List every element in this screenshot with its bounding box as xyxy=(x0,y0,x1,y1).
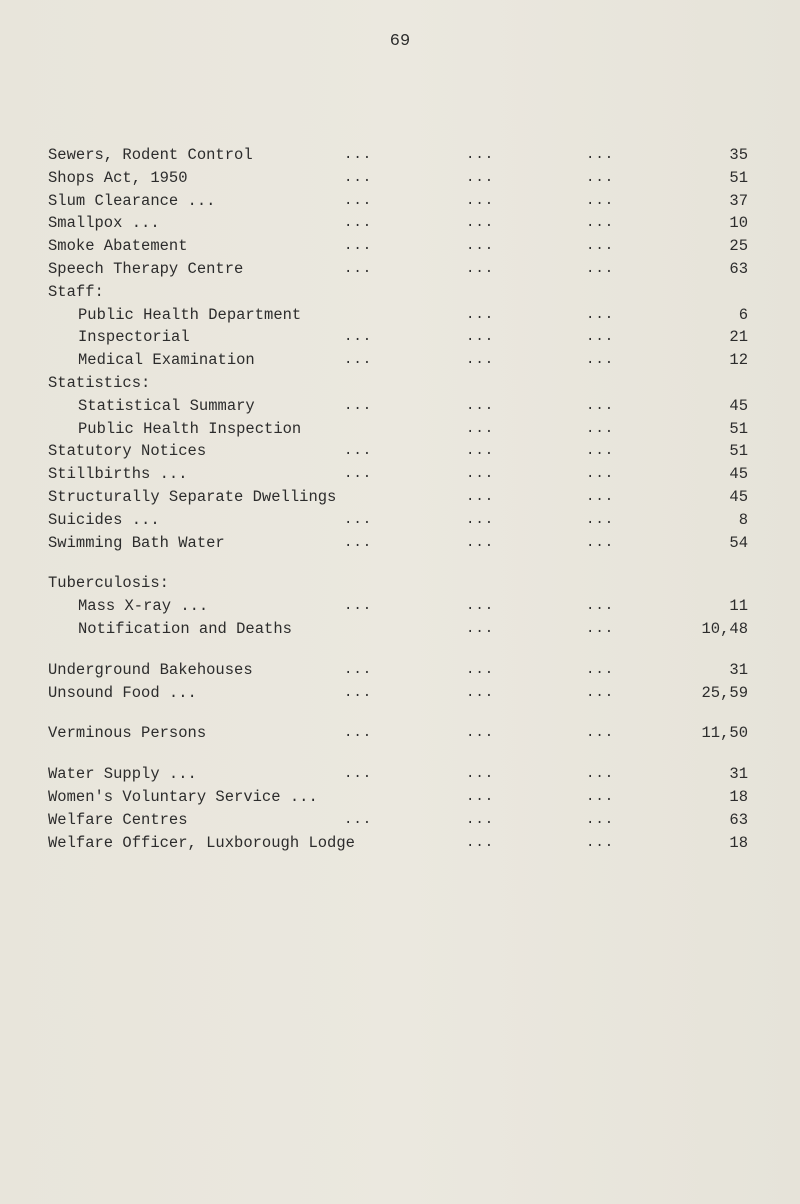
dot-leader: ... xyxy=(344,443,373,460)
dot-leader: ... xyxy=(586,192,615,209)
section-spacer xyxy=(48,641,748,659)
entry-label: Sewers, Rodent Control xyxy=(48,146,253,164)
entry-label: Water Supply ... xyxy=(48,765,197,784)
dot-leader: ... xyxy=(466,488,495,505)
entry-label: Statistical Summary xyxy=(78,396,255,415)
dot-leader: ... xyxy=(466,511,495,528)
dot-leader: ... xyxy=(344,598,373,615)
dot-leader: ... xyxy=(344,534,373,551)
dot-leader: ... xyxy=(466,238,495,255)
dot-leader: ... xyxy=(586,420,615,437)
index-entry xyxy=(48,372,748,395)
dot-leader: ... xyxy=(586,306,615,323)
entry-page-ref: 12 xyxy=(729,351,748,370)
dot-leader: ... xyxy=(586,238,615,255)
index-entry xyxy=(48,235,748,258)
index-entry xyxy=(48,167,748,190)
entry-page-ref: 10,48 xyxy=(701,619,748,638)
dot-leader: ... xyxy=(586,661,615,678)
dot-leader: ... xyxy=(344,511,373,528)
dot-leader: ... xyxy=(344,192,373,209)
dot-leader: ... xyxy=(344,147,373,163)
entry-page-ref: 45 xyxy=(729,487,748,506)
section-spacer xyxy=(48,704,748,722)
dot-leader: ... xyxy=(586,766,615,783)
section-spacer xyxy=(48,554,748,572)
index-entry xyxy=(48,486,748,509)
dot-leader: ... xyxy=(586,788,615,805)
entry-page-ref: 6 xyxy=(738,305,748,324)
dot-leader: ... xyxy=(466,260,495,277)
dot-leader: ... xyxy=(344,397,373,414)
dot-leader: ... xyxy=(344,329,373,346)
index-entry xyxy=(48,832,748,855)
entry-page-ref: 18 xyxy=(729,833,748,852)
entry-page-ref: 37 xyxy=(729,191,748,210)
dot-leader: ... xyxy=(344,766,373,783)
entry-label: Swimming Bath Water xyxy=(48,533,225,552)
entry-label: Public Health Department xyxy=(78,305,302,324)
entry-page-ref: 18 xyxy=(729,787,748,806)
dot-leader: ... xyxy=(586,834,615,851)
index-entry xyxy=(48,682,748,705)
dot-leader: ... xyxy=(344,352,373,369)
entry-page-ref: 63 xyxy=(729,259,748,278)
dot-leader: ... xyxy=(466,192,495,209)
entry-page-ref: 8 xyxy=(738,510,748,529)
entry-label: Staff: xyxy=(48,282,104,301)
dot-leader: ... xyxy=(344,169,373,186)
dot-leader: ... xyxy=(466,725,495,742)
dot-leader: ... xyxy=(344,684,373,701)
index-entry xyxy=(48,258,748,281)
dot-leader: ... xyxy=(344,238,373,255)
entry-page-ref: 35 xyxy=(729,146,748,164)
entry-label: Mass X-ray ... xyxy=(78,597,209,616)
dot-leader: ... xyxy=(344,811,373,828)
entry-page-ref: 51 xyxy=(729,419,748,438)
dot-leader: ... xyxy=(586,511,615,528)
dot-leader: ... xyxy=(586,598,615,615)
entry-label: Underground Bakehouses xyxy=(48,660,253,679)
dot-leader: ... xyxy=(344,725,373,742)
index-entry xyxy=(48,572,748,595)
entry-page-ref: 45 xyxy=(729,396,748,415)
index-entry xyxy=(48,786,748,809)
index-subentry xyxy=(48,395,748,418)
index-entry xyxy=(48,763,748,786)
dot-leader: ... xyxy=(586,215,615,232)
dot-leader: ... xyxy=(466,534,495,551)
entry-page-ref: 63 xyxy=(729,810,748,829)
entry-label: Speech Therapy Centre xyxy=(48,259,244,278)
dot-leader: ... xyxy=(586,725,615,742)
index-list xyxy=(48,144,748,854)
dot-leader: ... xyxy=(466,306,495,323)
index-entry xyxy=(48,722,748,745)
index-entry xyxy=(48,509,748,532)
dot-leader: ... xyxy=(586,260,615,277)
entry-label: Inspectorial xyxy=(78,328,190,347)
dot-leader: ... xyxy=(466,661,495,678)
entry-page-ref: 31 xyxy=(729,660,748,679)
index-entry xyxy=(48,281,748,304)
index-entry xyxy=(48,440,748,463)
dot-leader: ... xyxy=(466,811,495,828)
dot-leader: ... xyxy=(466,766,495,783)
dot-leader: ... xyxy=(586,466,615,483)
dot-leader: ... xyxy=(344,260,373,277)
index-subentry xyxy=(48,418,748,441)
section-spacer xyxy=(48,745,748,763)
index-subentry xyxy=(48,304,748,327)
dot-leader: ... xyxy=(466,147,495,163)
entry-label: Statistics: xyxy=(48,373,151,392)
entry-label: Welfare Officer, Luxborough Lodge xyxy=(48,833,355,852)
dot-leader: ... xyxy=(466,788,495,805)
dot-leader: ... xyxy=(586,329,615,346)
entry-label: Notification and Deaths xyxy=(78,619,292,638)
dot-leader: ... xyxy=(586,397,615,414)
dot-leader: ... xyxy=(586,534,615,551)
entry-label: Verminous Persons xyxy=(48,724,207,743)
index-entry xyxy=(48,659,748,682)
entry-label: Statutory Notices xyxy=(48,442,207,461)
entry-label: Women's Voluntary Service ... xyxy=(48,787,318,806)
index-subentry xyxy=(48,349,748,372)
index-entry xyxy=(48,144,748,167)
dot-leader: ... xyxy=(466,215,495,232)
dot-leader: ... xyxy=(466,443,495,460)
dot-leader: ... xyxy=(586,684,615,701)
entry-label: Shops Act, 1950 xyxy=(48,168,188,187)
entry-page-ref: 31 xyxy=(729,765,748,784)
entry-page-ref: 10 xyxy=(729,214,748,233)
entry-label: Unsound Food ... xyxy=(48,683,197,702)
dot-leader: ... xyxy=(344,661,373,678)
index-subentry xyxy=(48,618,748,641)
index-entry xyxy=(48,809,748,832)
dot-leader: ... xyxy=(466,834,495,851)
entry-page-ref: 11,50 xyxy=(701,724,748,743)
index-entry xyxy=(48,463,748,486)
index-entry xyxy=(48,212,748,235)
entry-label: Public Health Inspection xyxy=(78,419,302,438)
dot-leader: ... xyxy=(344,215,373,232)
entry-page-ref: 11 xyxy=(729,597,748,616)
page-number: 69 xyxy=(389,32,411,51)
entry-label: Structurally Separate Dwellings xyxy=(48,487,337,506)
index-subentry xyxy=(48,326,748,349)
entry-label: Smallpox ... xyxy=(48,214,160,233)
index-subentry xyxy=(48,595,748,618)
entry-label: Medical Examination xyxy=(78,351,255,370)
index-entry xyxy=(48,532,748,555)
entry-page-ref: 51 xyxy=(729,442,748,461)
dot-leader: ... xyxy=(344,466,373,483)
entry-page-ref: 25,59 xyxy=(701,683,748,702)
dot-leader: ... xyxy=(586,620,615,637)
entry-page-ref: 54 xyxy=(729,533,748,552)
dot-leader: ... xyxy=(466,620,495,637)
dot-leader: ... xyxy=(466,352,495,369)
entry-page-ref: 25 xyxy=(729,237,748,256)
entry-label: Welfare Centres xyxy=(48,810,188,829)
dot-leader: ... xyxy=(586,352,615,369)
dot-leader: ... xyxy=(586,169,615,186)
dot-leader: ... xyxy=(466,684,495,701)
entry-page-ref: 45 xyxy=(729,465,748,484)
dot-leader: ... xyxy=(466,169,495,186)
entry-page-ref: 21 xyxy=(729,328,748,347)
dot-leader: ... xyxy=(586,488,615,505)
index-entry xyxy=(48,190,748,213)
entry-label: Smoke Abatement xyxy=(48,237,188,256)
entry-label: Tuberculosis: xyxy=(48,574,169,593)
dot-leader: ... xyxy=(466,397,495,414)
entry-label: Suicides ... xyxy=(48,510,160,529)
dot-leader: ... xyxy=(586,443,615,460)
dot-leader: ... xyxy=(466,466,495,483)
entry-label: Stillbirths ... xyxy=(48,465,188,484)
dot-leader: ... xyxy=(466,598,495,615)
dot-leader: ... xyxy=(586,147,615,163)
dot-leader: ... xyxy=(466,420,495,437)
entry-page-ref: 51 xyxy=(729,168,748,187)
dot-leader: ... xyxy=(466,329,495,346)
entry-label: Slum Clearance ... xyxy=(48,191,216,210)
dot-leader: ... xyxy=(586,811,615,828)
